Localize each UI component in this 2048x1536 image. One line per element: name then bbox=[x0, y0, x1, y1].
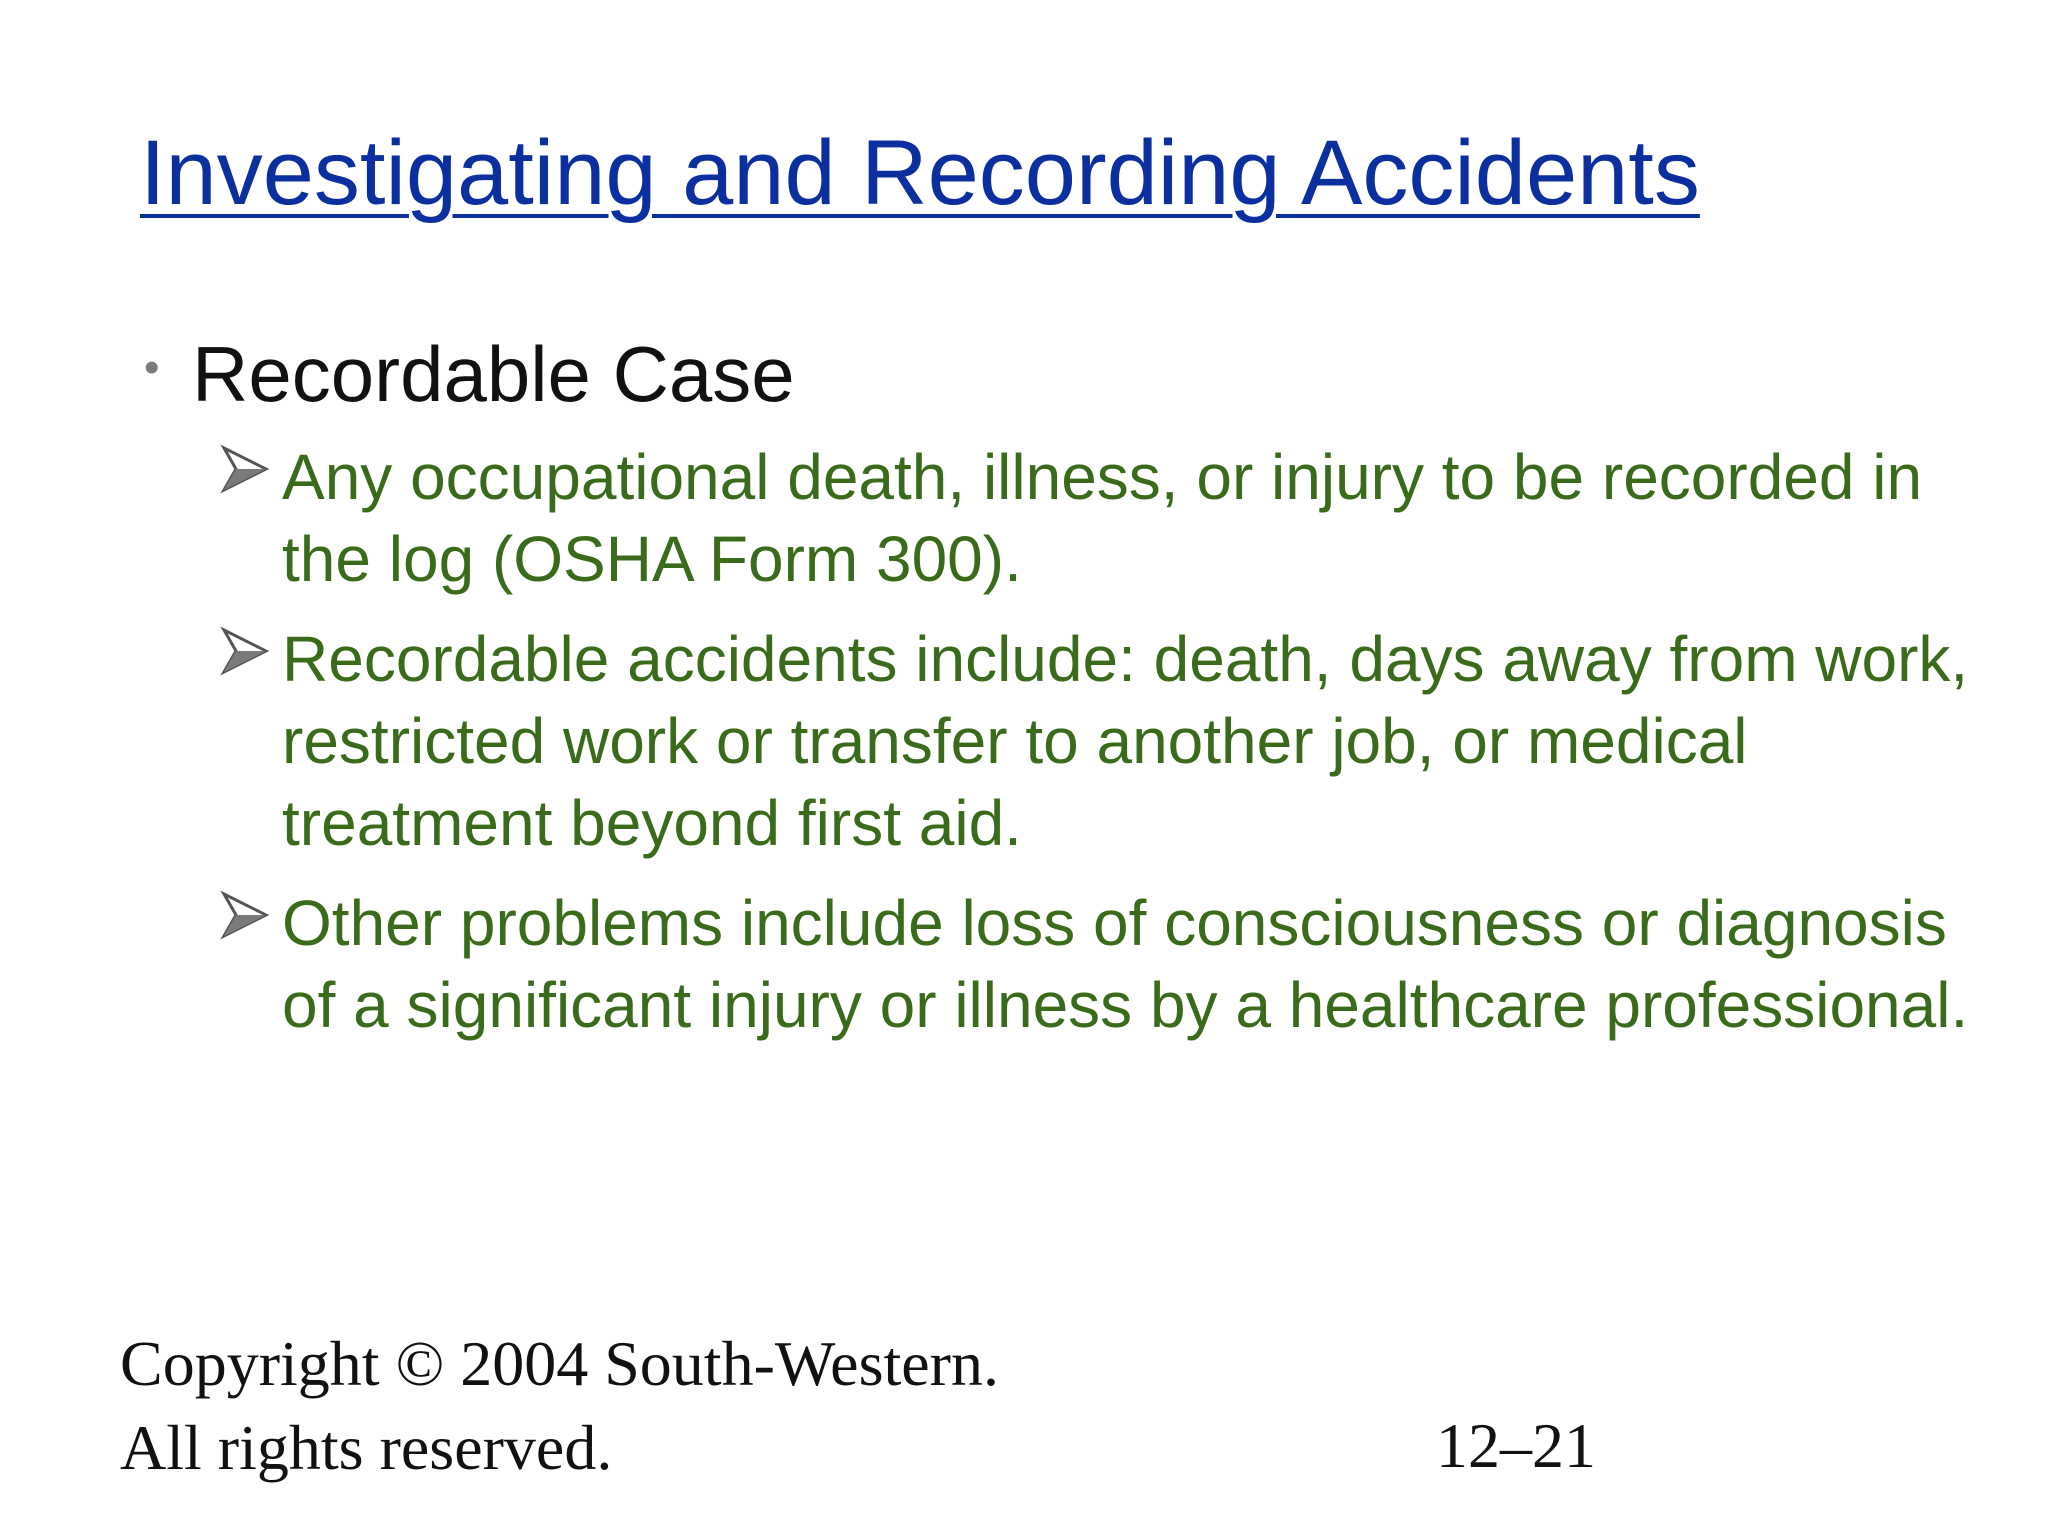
sub-bullet-text: Other problems include loss of consciousness or diagnosis of a significant injury or illness by a healthcare professional. bbox=[282, 887, 1969, 1041]
sub-bullet-item bbox=[220, 618, 1980, 864]
copyright-notice: Copyright © 2004 South-Western. All rights reserved. bbox=[120, 1328, 999, 1483]
arrowhead-bullet-icon bbox=[220, 890, 270, 940]
sub-bullet-list bbox=[220, 436, 1980, 1064]
sub-bullet-item bbox=[220, 436, 1980, 600]
bullet-dot-icon: • bbox=[144, 343, 160, 392]
arrowhead-bullet-icon bbox=[220, 444, 270, 494]
slide-title: Investigating and Recording Accidents bbox=[140, 122, 1700, 224]
arrowhead-bullet-icon bbox=[220, 626, 270, 676]
sub-bullet-text: Any occupational death, illness, or injury to be recorded in the log (OSHA Form 300). bbox=[282, 441, 1923, 595]
sub-bullet-text: Recordable accidents include: death, days away from work, restricted work or transfer to another job, or medical treatment beyond first aid. bbox=[282, 623, 1969, 859]
sub-bullet-item bbox=[220, 882, 1980, 1046]
bullet-label: Recordable Case bbox=[192, 330, 795, 418]
slide-number: 12–21 bbox=[1436, 1410, 1596, 1481]
